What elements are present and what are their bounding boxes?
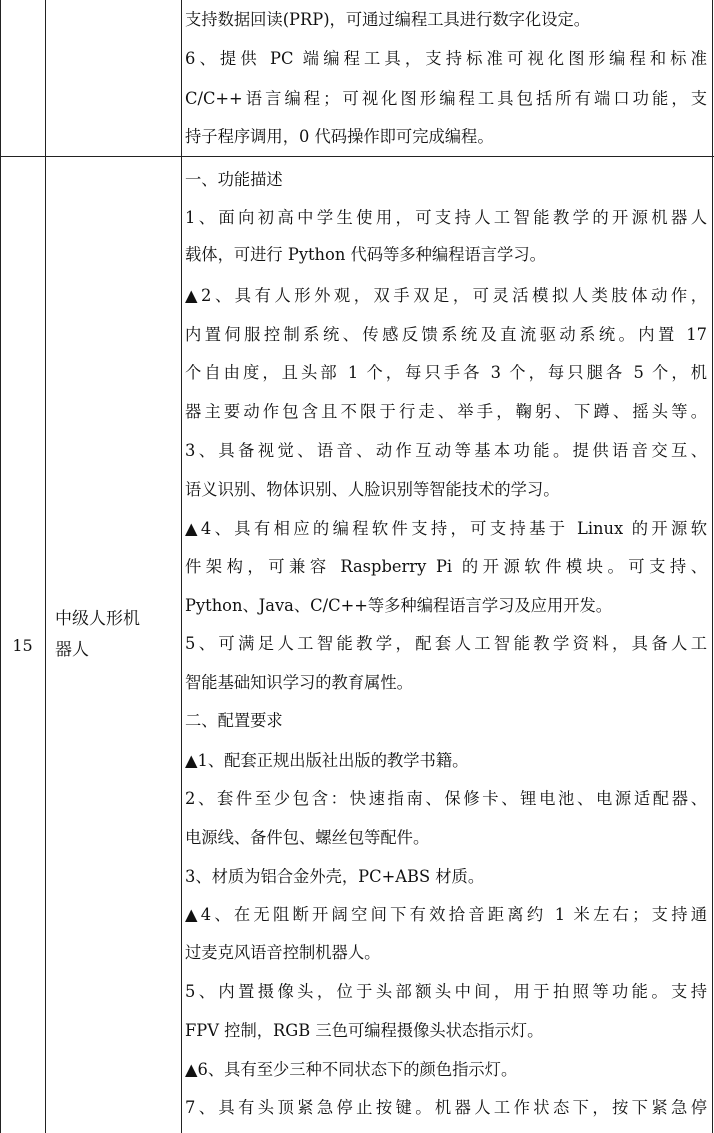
text-line: 个自由度，且头部 1 个，每只手各 3 个，每只腿各 5 个，机 [185, 363, 707, 382]
text-line: 器主要动作包含且不限于行走、举手，鞠躬、下蹲、摇头等。 [185, 402, 707, 421]
text-line: C/C++语言编程；可视化图形编程工具包括所有端口功能，支 [185, 89, 707, 108]
text-line: 6、提供 PC 端编程工具，支持标准可视化图形编程和标准 [185, 49, 707, 68]
section-heading: 一、功能描述 [185, 170, 283, 189]
item-name-line: 中级人形机 [55, 609, 140, 629]
text-line: 件架构，可兼容 Raspberry Pi 的开源软件模块。可支持、 [185, 557, 707, 576]
text-line: 语义识别、物体识别、人脸识别等智能技术的学习。 [185, 480, 560, 499]
text-line: 智能基础知识学习的教育属性。 [185, 673, 413, 692]
text-line: 支持数据回读(PRP)，可通过编程工具进行数字化设定。 [185, 10, 591, 29]
text-line: 7、具有头顶紧急停止按键。机器人工作状态下，按下紧急停 [185, 1098, 707, 1117]
text-line: 载体，可进行 Python 代码等多种编程语言学习。 [185, 245, 546, 264]
item-name [46, 604, 182, 666]
text-line: 内置伺服控制系统、传感反馈系统及直流驱动系统。内置 17 [185, 325, 707, 344]
row-seq-number: 15 [12, 635, 33, 655]
text-line: ▲4、具有相应的编程软件支持，可支持基于 Linux 的开源软 [185, 519, 707, 538]
text-line: 3、具备视觉、语音、动作互动等基本功能。提供语音交互、 [185, 441, 707, 460]
text-line: ▲6、具有至少三种不同状态下的颜色指示灯。 [185, 1060, 518, 1079]
text-line: 5、可满足人工智能教学，配套人工智能教学资料，具备人工 [185, 634, 707, 653]
text-line: ▲1、配套正规出版社出版的教学书籍。 [185, 751, 469, 770]
text-line: Python、Java、C/C++等多种编程语言学习及应用开发。 [185, 596, 613, 615]
text-line: 持子程序调用，0 代码操作即可完成编程。 [185, 127, 494, 146]
text-line: 5、内置摄像头，位于头部额头中间，用于拍照等功能。支持 [185, 982, 707, 1001]
text-line: 过麦克风语音控制机器人。 [185, 943, 381, 962]
text-line: 3、材质为铝合金外壳，PC+ABS 材质。 [185, 867, 485, 886]
column-divider-seq [45, 0, 46, 1133]
text-line: 2、套件至少包含：快速指南、保修卡、锂电池、电源适配器、 [185, 789, 707, 808]
text-line: 1、面向初高中学生使用，可支持人工智能教学的开源机器人 [185, 208, 707, 227]
row-divider [0, 156, 714, 157]
text-line: FPV 控制，RGB 三色可编程摄像头状态指示灯。 [185, 1021, 544, 1040]
text-line: 电源线、备件包、螺丝包等配件。 [185, 828, 430, 847]
item-name-line: 器人 [55, 640, 89, 660]
table-border-right [712, 0, 713, 1133]
text-line: ▲2、具有人形外观，双手双足，可灵活模拟人类肢体动作， [185, 286, 707, 305]
text-line: ▲4、在无阻断开阔空间下有效拾音距离约 1 米左右；支持通 [185, 905, 707, 924]
section-heading: 二、配置要求 [185, 711, 283, 730]
column-divider-name [181, 0, 182, 1133]
